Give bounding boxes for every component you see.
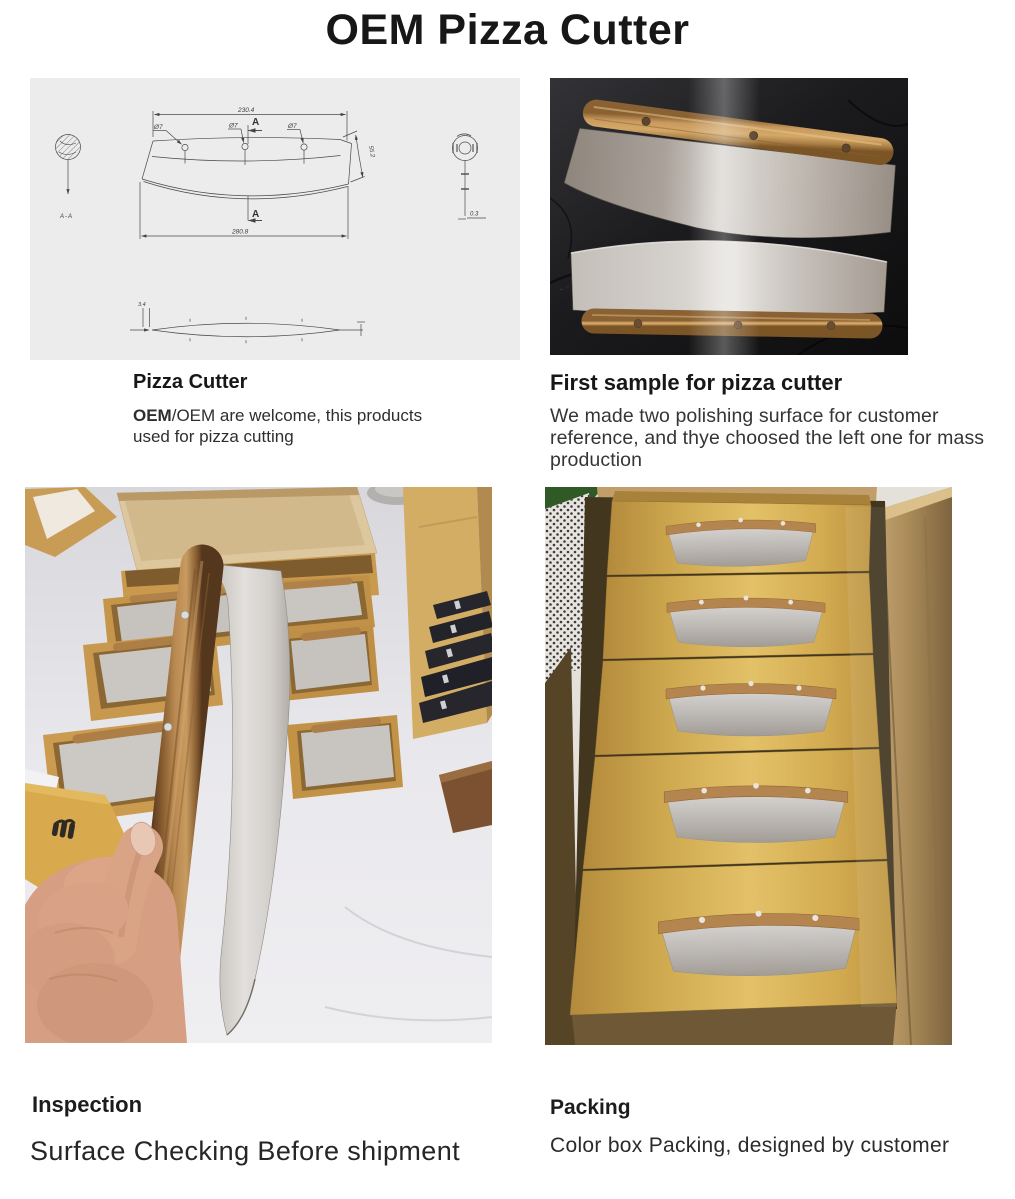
hole-label-1: Ø7 bbox=[154, 124, 163, 131]
edge-detail bbox=[453, 134, 487, 219]
inspection-caption-body: Surface Checking Before shipment bbox=[30, 1136, 461, 1166]
section-cut-marks bbox=[248, 125, 262, 221]
packing-caption-title: Packing bbox=[550, 1096, 631, 1119]
drawing-caption-title: Pizza Cutter bbox=[133, 371, 248, 393]
oem-rest: /OEM are welcome, this products used for pizza cutting bbox=[133, 406, 423, 446]
dim-bottom-width-label: 280.8 bbox=[232, 228, 249, 236]
drawing-caption bbox=[133, 371, 443, 447]
gold-box bbox=[603, 573, 873, 659]
inspection-photo bbox=[25, 487, 492, 1043]
sample-photo bbox=[550, 78, 908, 355]
sample-caption-title: First sample for pizza cutter bbox=[550, 370, 843, 395]
blade-side-view bbox=[130, 308, 365, 343]
rivet bbox=[634, 320, 642, 328]
gold-box bbox=[607, 501, 871, 575]
right-box-stack bbox=[403, 487, 492, 739]
section-mark-bottom-label: A bbox=[252, 209, 260, 220]
hole-label-2: Ø7 bbox=[229, 122, 238, 130]
dim-end-height bbox=[343, 131, 365, 182]
sample-caption-body: We made two polishing surface for customer reference, and thye choosed the left one for mass production bbox=[550, 405, 985, 471]
technical-drawing bbox=[30, 78, 520, 360]
inspection-caption-title: Inspection bbox=[32, 1092, 143, 1117]
section-view-a-a bbox=[56, 135, 81, 195]
gold-box-stack bbox=[570, 491, 897, 1015]
dim-top-width bbox=[153, 111, 347, 141]
edge-gap-label: 0.3 bbox=[470, 211, 479, 218]
hole-label-3: Ø7 bbox=[288, 123, 297, 130]
rivet bbox=[181, 611, 189, 619]
dim-end-height-label: 55.2 bbox=[367, 145, 375, 158]
gold-box bbox=[570, 861, 897, 1015]
rivet bbox=[642, 117, 651, 126]
drawing-caption-body bbox=[133, 405, 433, 447]
section-mark-top-label: A bbox=[252, 117, 260, 128]
technical-drawing-panel bbox=[30, 78, 520, 360]
page-title: OEM Pizza Cutter bbox=[325, 6, 690, 54]
gold-box bbox=[595, 655, 879, 755]
section-view-label: A-A bbox=[60, 214, 74, 220]
sample-caption bbox=[550, 370, 1002, 471]
packing-caption-body: Color box Packing, designed by customer bbox=[550, 1134, 950, 1157]
dim-top-width-label: 230.4 bbox=[238, 107, 255, 114]
hole-callouts bbox=[153, 129, 303, 144]
dim-side-thickness-label: 3.4 bbox=[138, 302, 146, 308]
rivet bbox=[842, 144, 851, 153]
rivet bbox=[164, 723, 172, 731]
rivet bbox=[827, 322, 835, 330]
window-reflection bbox=[688, 78, 760, 355]
packing-photo bbox=[545, 487, 952, 1045]
blade-front-view bbox=[142, 138, 352, 199]
oem-bold: OEM bbox=[133, 406, 172, 425]
gold-box bbox=[583, 749, 887, 869]
